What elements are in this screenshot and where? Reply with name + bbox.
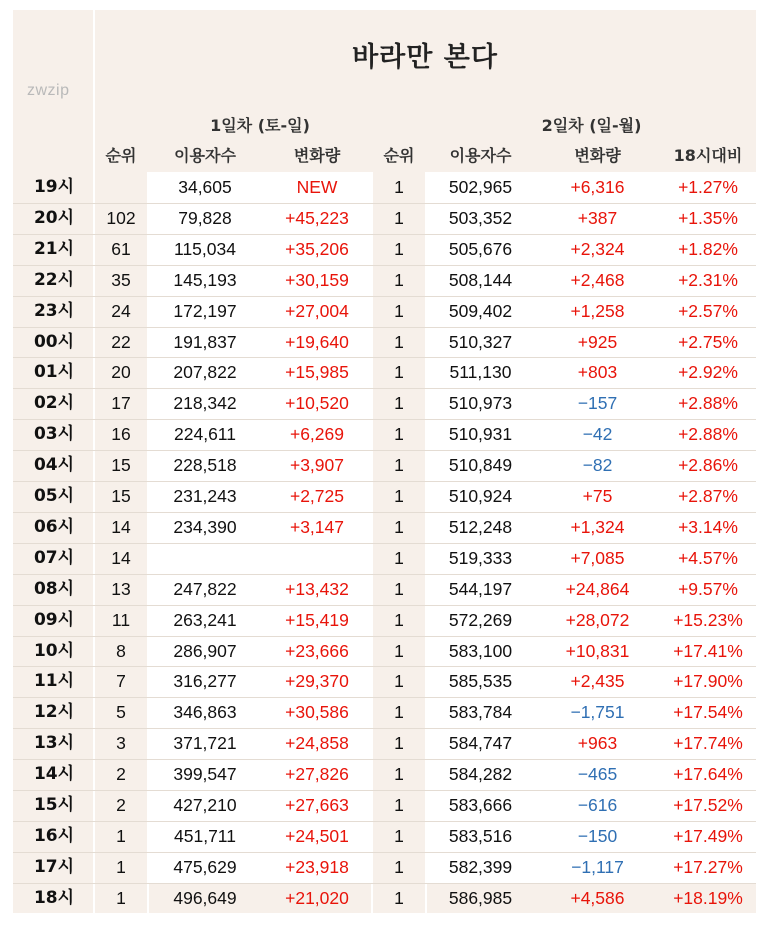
cell-rank2: 1 (394, 825, 404, 846)
cell-change2: +2,324 (570, 238, 625, 259)
cell-users2: 583,100 (448, 640, 513, 661)
cell-hour: 23시 (33, 300, 75, 321)
table-row (0, 265, 769, 296)
cell-rank2: 1 (394, 671, 404, 692)
cell-change2: +4,586 (570, 887, 625, 908)
watermark: zwzip (27, 82, 70, 99)
cell-users1: 427,210 (173, 795, 237, 815)
cell-users1: 145,193 (173, 269, 237, 290)
row-divider (13, 450, 756, 451)
row-divider (13, 697, 756, 698)
cell-change1: +13,432 (285, 578, 349, 599)
cell-change2: +963 (577, 733, 618, 754)
cell-pct2: +2.57% (678, 300, 738, 321)
cell-change2: −616 (577, 795, 618, 815)
cell-rank1: 24 (111, 300, 131, 321)
cell-change2: −42 (582, 424, 613, 445)
header-users2: 이용자수 (449, 146, 512, 165)
row-divider (13, 357, 756, 358)
row-divider (13, 666, 756, 667)
cell-change2: +6,316 (570, 177, 625, 197)
row-divider (13, 234, 756, 235)
cell-rank1: 22 (111, 331, 131, 352)
cell-users2: 583,666 (448, 795, 513, 815)
row-divider (13, 543, 756, 544)
row-divider (13, 821, 756, 822)
cell-users1: 228,518 (173, 455, 237, 476)
cell-users2: 582,399 (448, 856, 513, 877)
cell-rank2: 1 (394, 486, 404, 506)
cell-rank1: 1 (116, 825, 126, 846)
row-divider (13, 790, 756, 791)
cell-users2: 509,402 (448, 300, 513, 321)
cell-pct2: +4.57% (678, 547, 738, 568)
cell-hour: 17시 (33, 856, 75, 877)
cell-rank2: 1 (394, 516, 404, 537)
cell-hour: 15시 (33, 795, 75, 815)
cell-users1: 496,649 (173, 887, 237, 908)
group1-label: 1일차 (토-일) (210, 116, 310, 135)
cell-rank2: 1 (394, 393, 404, 414)
cell-rank1: 5 (116, 702, 126, 723)
table-row (0, 636, 769, 667)
cell-rank1: 7 (116, 671, 126, 692)
cell-change1: +27,826 (285, 764, 349, 785)
cell-pct2: +2.92% (678, 362, 738, 383)
cell-change2: −150 (577, 825, 618, 846)
cell-rank1: 3 (116, 733, 126, 754)
cell-change1: +2,725 (289, 486, 344, 506)
cell-rank1: 13 (111, 578, 131, 599)
cell-users1: 218,342 (173, 393, 237, 414)
cell-hour: 14시 (33, 764, 75, 785)
cell-change1: +6,269 (289, 424, 344, 445)
cell-pct2: +15.23% (673, 609, 743, 630)
cell-pct2: +9.57% (678, 578, 738, 599)
cell-hour: 12시 (33, 702, 75, 723)
cell-users1: 191,837 (173, 331, 237, 352)
cell-users2: 505,676 (448, 238, 513, 259)
cell-change1: +24,858 (285, 733, 349, 754)
table-row (0, 790, 769, 821)
cell-change1 (263, 543, 371, 574)
cell-hour: 11시 (33, 671, 75, 692)
row-divider (13, 728, 756, 729)
cell-rank1: 20 (111, 362, 131, 383)
cell-pct2: +2.88% (678, 393, 738, 414)
table-row (0, 852, 769, 883)
cell-users1: 207,822 (173, 362, 237, 383)
cell-rank1: 61 (111, 238, 131, 259)
cell-change1: +27,663 (285, 795, 349, 815)
table-row (0, 481, 769, 512)
cell-pct2: +17.90% (673, 671, 743, 692)
cell-pct2: +2.86% (678, 455, 738, 476)
cell-users2: 511,130 (449, 362, 512, 383)
cell-users2: 510,327 (448, 331, 513, 352)
cell-users2: 583,784 (448, 702, 513, 723)
row-divider (13, 419, 756, 420)
cell-users1 (149, 543, 261, 574)
cell-change1: +24,501 (285, 825, 349, 846)
cell-rank1: 8 (116, 640, 126, 661)
cell-hour: 00시 (33, 331, 75, 352)
cell-rank2: 1 (394, 238, 404, 259)
cell-users2: 510,849 (448, 455, 513, 476)
cell-change2: +2,435 (570, 671, 625, 692)
cell-users2: 586,985 (448, 887, 513, 908)
cell-users1: 399,547 (173, 764, 237, 785)
cell-rank2: 1 (394, 609, 404, 630)
cell-pct2: +1.35% (678, 207, 738, 228)
table-row (0, 234, 769, 265)
row-divider (13, 265, 756, 266)
cell-rank1: 14 (111, 516, 131, 537)
cell-rank2: 1 (394, 578, 404, 599)
table-row (0, 821, 769, 852)
cell-change2: +2,468 (570, 269, 625, 290)
cell-change2: −82 (582, 455, 613, 476)
cell-change2: −1,117 (571, 856, 624, 877)
cell-hour: 10시 (33, 640, 75, 661)
table-row (0, 172, 769, 203)
cell-users2: 512,248 (448, 516, 513, 537)
cell-change2: +1,324 (570, 516, 625, 537)
cell-hour: 09시 (33, 609, 75, 630)
cell-rank2: 1 (394, 547, 404, 568)
cell-rank2: 1 (394, 856, 404, 877)
cell-rank1: 14 (111, 547, 131, 568)
cell-change1: +45,223 (285, 207, 349, 228)
cell-change1: +15,419 (285, 609, 349, 630)
cell-hour: 22시 (33, 269, 75, 290)
table-row (0, 327, 769, 358)
table-row (0, 883, 769, 914)
cell-change1: +23,918 (285, 856, 349, 877)
cell-change2: +925 (577, 331, 618, 352)
cell-hour: 07시 (33, 547, 75, 568)
header-change1: 변화량 (293, 146, 341, 165)
cell-users1: 231,243 (173, 486, 237, 506)
table-row (0, 296, 769, 327)
cell-rank2: 1 (394, 640, 404, 661)
row-divider (13, 852, 756, 853)
cell-change2: +1,258 (570, 300, 625, 321)
cell-change2: +28,072 (565, 609, 630, 630)
cell-change2: +10,831 (565, 640, 630, 661)
table-row (0, 605, 769, 636)
cell-pct2: +2.88% (678, 424, 738, 445)
cell-change1: +19,640 (285, 331, 349, 352)
cell-rank2: 1 (394, 269, 404, 290)
cell-pct2: +17.54% (673, 702, 743, 723)
table-row (0, 203, 769, 234)
cell-users2: 583,516 (448, 825, 513, 846)
cell-rank1: 16 (111, 424, 131, 445)
table-row (0, 666, 769, 697)
header-rank1: 순위 (105, 146, 137, 165)
cell-pct2: +2.31% (678, 269, 738, 290)
cell-rank2: 1 (394, 424, 404, 445)
cell-pct2: +18.19% (673, 887, 743, 908)
cell-rank1: 102 (106, 207, 136, 228)
cell-change1: +30,586 (285, 702, 349, 723)
cell-users1: 234,390 (173, 516, 237, 537)
cell-hour: 18시 (33, 887, 75, 908)
cell-change2: +75 (582, 486, 613, 506)
table-row (0, 574, 769, 605)
row-divider (13, 636, 756, 637)
table-row (0, 697, 769, 728)
cell-users2: 503,352 (448, 207, 513, 228)
cell-hour: 13시 (33, 733, 75, 754)
cell-pct2: +2.75% (678, 331, 738, 352)
table-row (0, 759, 769, 790)
cell-change2: +803 (577, 362, 618, 383)
cell-users2: 502,965 (448, 177, 513, 197)
table-row (0, 728, 769, 759)
row-divider (13, 296, 756, 297)
cell-rank2: 1 (394, 331, 404, 352)
cell-users1: 34,605 (178, 177, 232, 197)
cell-rank2: 1 (394, 362, 404, 383)
cell-rank2: 1 (394, 733, 404, 754)
cell-users1: 224,611 (174, 424, 236, 445)
cell-users2: 544,197 (448, 578, 513, 599)
row-divider (13, 481, 756, 482)
cell-rank1: 15 (111, 455, 131, 476)
cell-change1: +27,004 (285, 300, 349, 321)
cell-pct2: +17.74% (673, 733, 743, 754)
cell-users2: 584,282 (448, 764, 513, 785)
cell-change1: +35,206 (285, 238, 349, 259)
cell-change1: NEW (296, 177, 338, 197)
cell-users2: 584,747 (448, 733, 513, 754)
header-rank2: 순위 (383, 146, 415, 165)
cell-users1: 371,721 (173, 733, 237, 754)
cell-users1: 316,277 (173, 671, 237, 692)
cell-pct2: +2.87% (678, 486, 738, 506)
table-row (0, 512, 769, 543)
cell-rank2: 1 (394, 795, 404, 815)
row-divider (13, 759, 756, 760)
cell-hour: 20시 (33, 207, 75, 228)
cell-change1: +3,147 (289, 516, 344, 537)
cell-hour: 21시 (33, 238, 75, 259)
cell-rank2: 1 (394, 207, 404, 228)
cell-hour: 03시 (33, 424, 75, 445)
cell-users2: 510,931 (448, 424, 513, 445)
cell-users1: 263,241 (173, 609, 237, 630)
cell-change2: −157 (577, 393, 618, 414)
cell-pct2: +17.41% (673, 640, 743, 661)
header-pct2: 18시대비 (673, 146, 743, 165)
cell-pct2: +17.52% (673, 795, 743, 815)
cell-change1: +29,370 (285, 671, 349, 692)
cell-rank2: 1 (394, 177, 404, 197)
cell-change2: −1,751 (570, 702, 625, 723)
cell-hour: 01시 (33, 362, 75, 383)
cell-users2: 519,333 (448, 547, 513, 568)
cell-users1: 475,629 (173, 856, 237, 877)
cell-rank1: 11 (111, 609, 131, 630)
cell-users1: 346,863 (173, 702, 237, 723)
cell-hour: 16시 (33, 825, 75, 846)
cell-change1: +30,159 (285, 269, 349, 290)
cell-users2: 508,144 (448, 269, 513, 290)
cell-pct2: +17.49% (673, 825, 743, 846)
cell-pct2: +3.14% (678, 516, 738, 537)
group2-label: 2일차 (일-월) (541, 116, 642, 135)
cell-rank2: 1 (394, 300, 404, 321)
cell-hour: 04시 (33, 455, 75, 476)
cell-users1: 79,828 (178, 207, 232, 228)
table-row (0, 543, 769, 574)
cell-rank1: 17 (111, 393, 131, 414)
table-row (0, 450, 769, 481)
page-title: 바라만 본다 (352, 42, 498, 73)
cell-hour: 08시 (33, 578, 75, 599)
cell-change1: +23,666 (285, 640, 349, 661)
header-change2: 변화량 (574, 146, 621, 165)
cell-users2: 510,924 (448, 486, 513, 506)
cell-change2: +24,864 (565, 578, 630, 599)
cell-users1: 247,822 (173, 578, 237, 599)
cell-hour: 06시 (33, 516, 75, 537)
cell-rank2: 1 (394, 702, 404, 723)
cell-users1: 115,034 (174, 238, 236, 259)
row-divider (13, 512, 756, 513)
cell-users2: 572,269 (448, 609, 513, 630)
cell-hour: 19시 (33, 177, 75, 197)
cell-users2: 510,973 (448, 393, 513, 414)
cell-pct2: +1.27% (678, 177, 738, 197)
row-divider (13, 883, 756, 884)
cell-users1: 286,907 (173, 640, 237, 661)
cell-change1: +3,907 (289, 455, 344, 476)
cell-change1: +10,520 (285, 393, 349, 414)
cell-change1: +21,020 (285, 887, 349, 908)
cell-rank1: 2 (116, 764, 126, 785)
cell-change2: +387 (577, 207, 618, 228)
cell-users1: 451,711 (174, 825, 236, 846)
cell-rank1: 2 (116, 795, 126, 815)
header-users1: 이용자수 (174, 146, 236, 165)
row-divider (13, 388, 756, 389)
table-row (0, 357, 769, 388)
row-divider (13, 203, 756, 204)
cell-pct2: +17.64% (673, 764, 743, 785)
cell-pct2: +17.27% (673, 856, 743, 877)
row-divider (13, 574, 756, 575)
cell-rank1: 1 (116, 887, 126, 908)
row-divider (13, 605, 756, 606)
cell-rank1: 1 (116, 856, 126, 877)
cell-hour: 02시 (33, 393, 75, 414)
cell-change2: +7,085 (570, 547, 625, 568)
cell-users1: 172,197 (173, 300, 237, 321)
cell-pct2: +1.82% (678, 238, 738, 259)
cell-change2: −465 (577, 764, 618, 785)
cell-rank2: 1 (394, 455, 404, 476)
row-divider (13, 327, 756, 328)
cell-hour: 05시 (33, 486, 75, 506)
cell-users2: 585,535 (448, 671, 513, 692)
table-row (0, 388, 769, 419)
cell-rank2: 1 (394, 764, 404, 785)
table-row (0, 419, 769, 450)
cell-change1: +15,985 (285, 362, 349, 383)
cell-rank1: 15 (111, 486, 131, 506)
cell-rank2: 1 (394, 887, 404, 908)
cell-rank1 (95, 172, 147, 203)
cell-rank1: 35 (111, 269, 131, 290)
